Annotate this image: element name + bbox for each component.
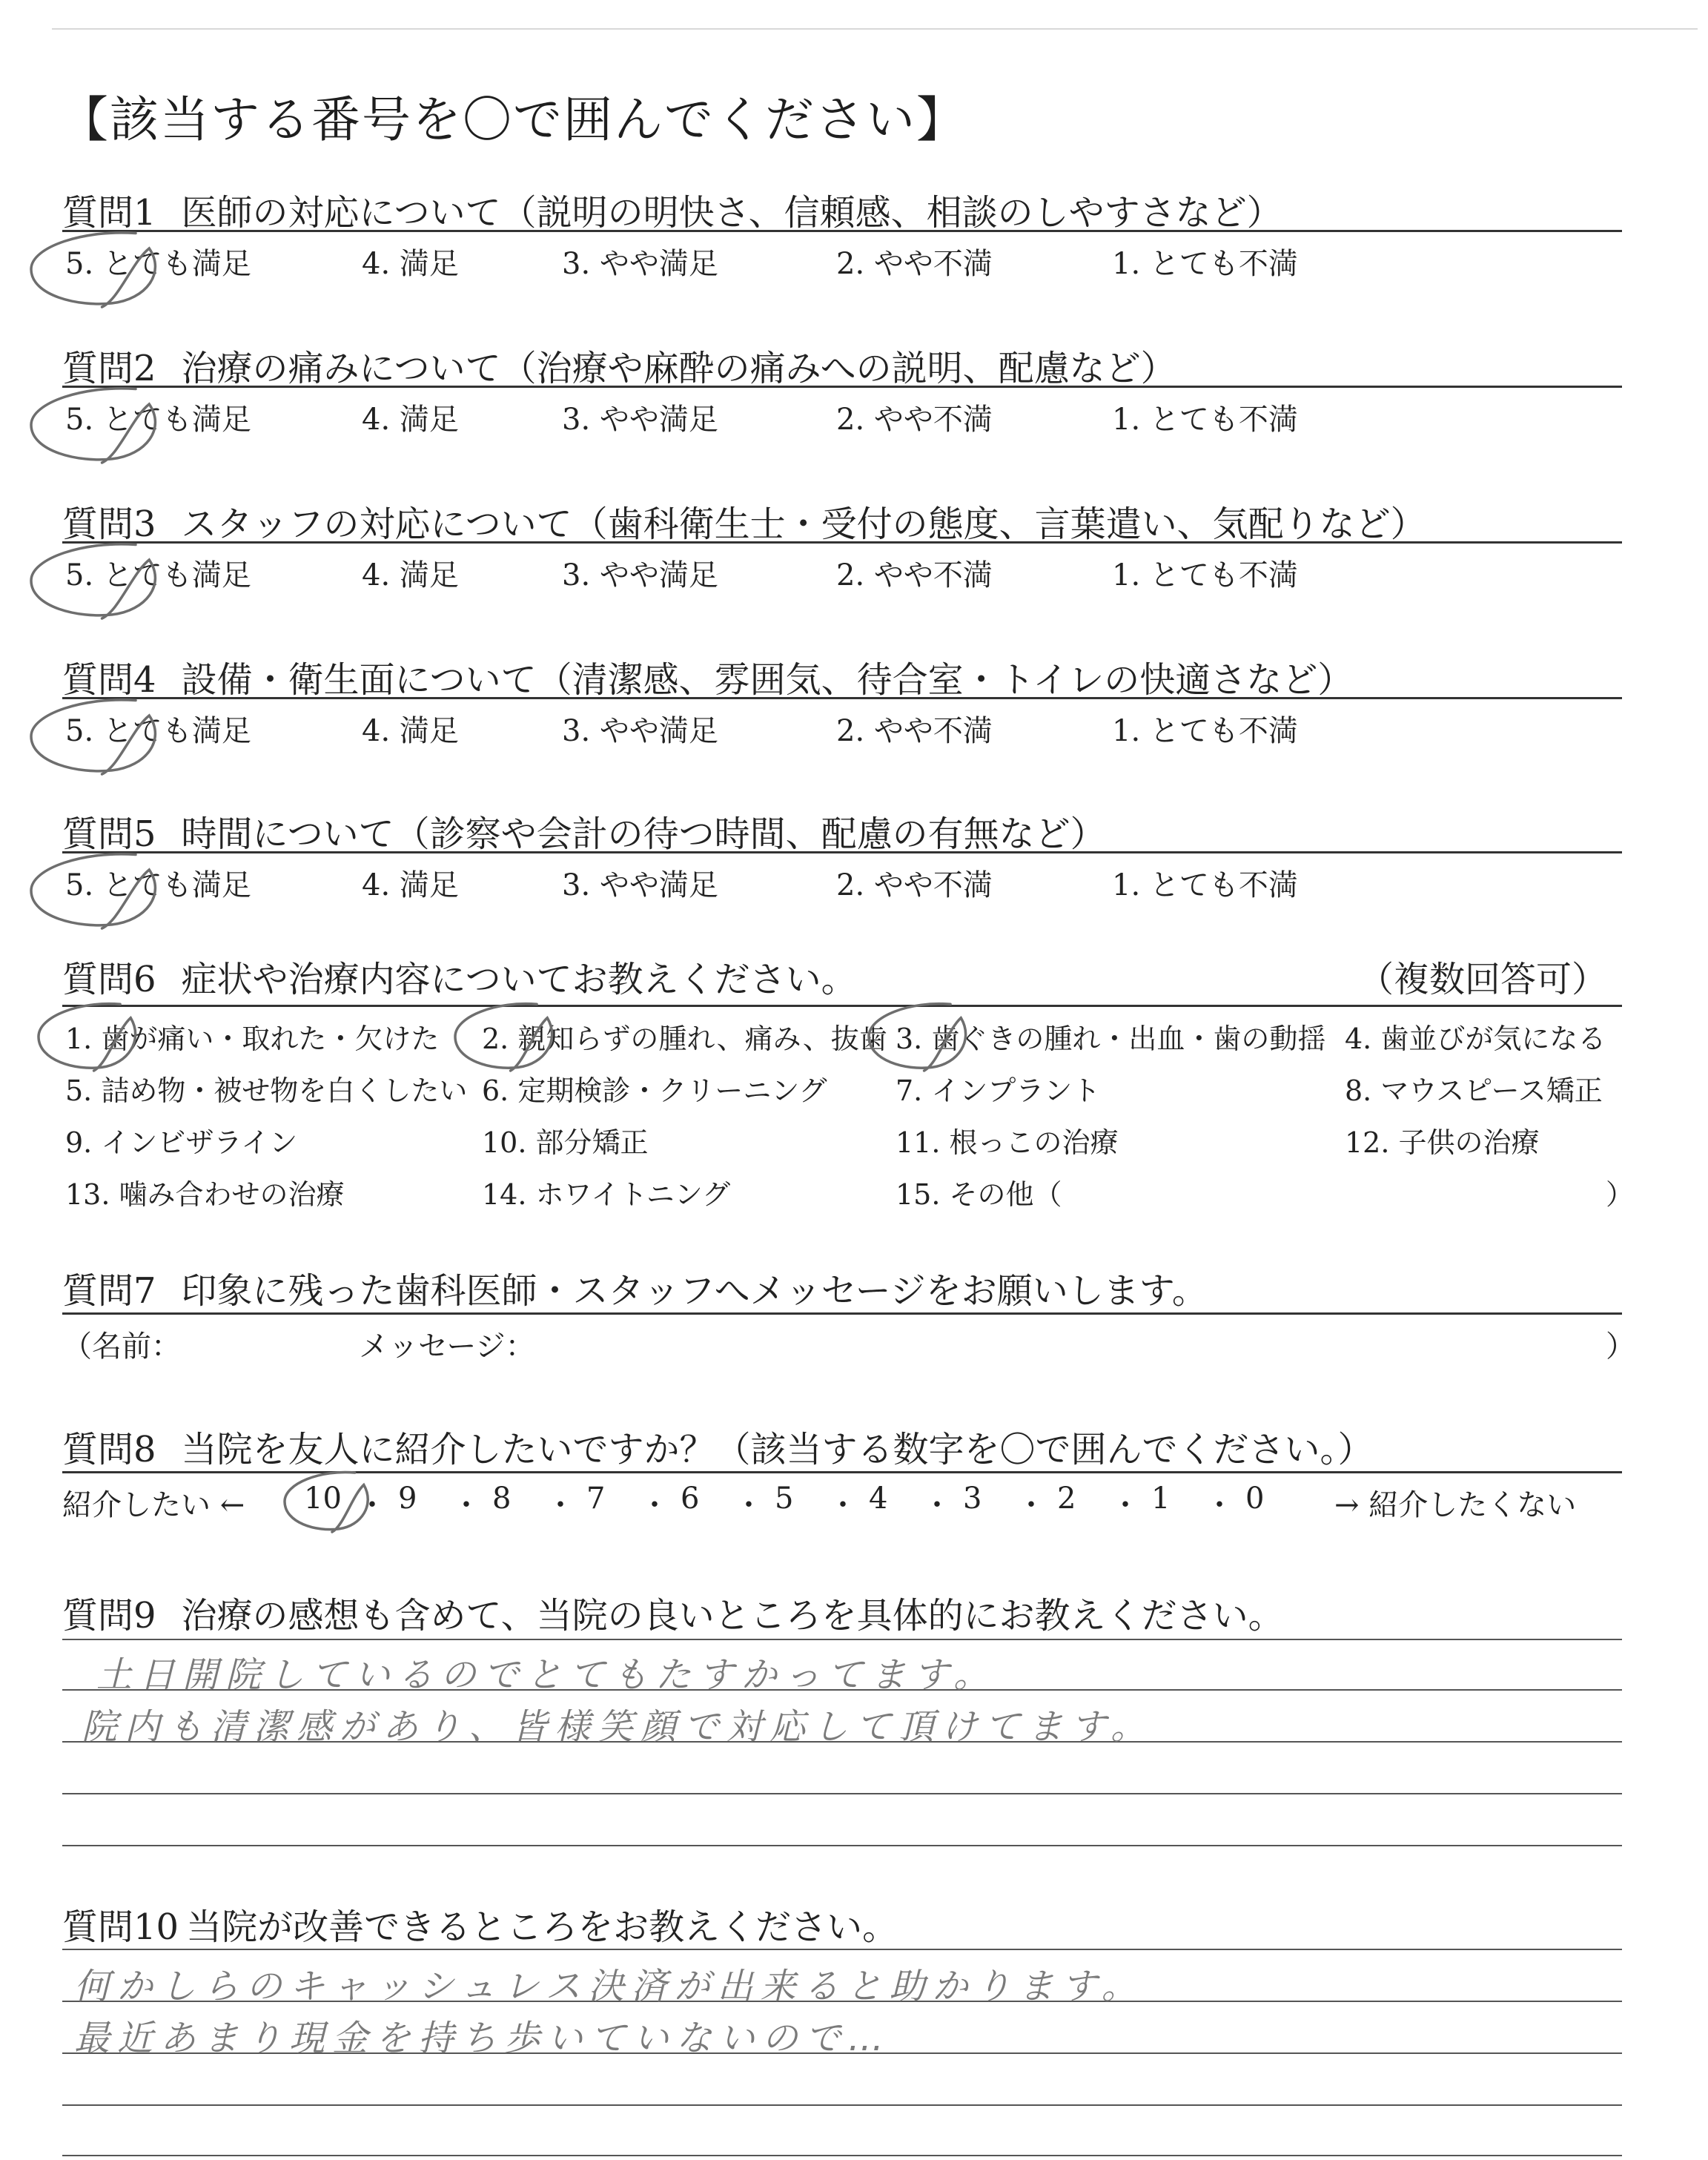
q1-option-1[interactable]: 1. とても不満 — [1112, 247, 1298, 281]
q4-title — [62, 651, 1353, 702]
q1-title — [62, 184, 1282, 235]
q1-option-5[interactable]: 5. とても満足 — [65, 247, 251, 281]
q9-answer-line-1: 土日開院しているのでとてもたすかってます。 — [96, 1654, 997, 1696]
q8-separator: ・ — [1016, 1488, 1046, 1522]
q9-number: 質問9 — [62, 1595, 156, 1636]
q10-number: 質問10 — [62, 1906, 179, 1948]
q4-option-1[interactable]: 1. とても不満 — [1112, 714, 1298, 748]
q7-name-label: （名前： — [62, 1330, 181, 1364]
q1-number: 質問1 — [62, 192, 156, 234]
q8-text: 当院を友人に紹介したいですか？（該当する数字を〇で囲んでください。） — [181, 1429, 1374, 1470]
q3-option-4[interactable]: 4. 満足 — [362, 558, 459, 592]
q3-title — [62, 495, 1426, 546]
q1-option-2[interactable]: 2. やや不満 — [836, 247, 993, 281]
q5-option-4[interactable]: 4. 満足 — [362, 868, 459, 902]
q6-option-3[interactable]: 3. 歯ぐきの腫れ・出血・歯の動揺 — [896, 1023, 1326, 1055]
q4-option-3[interactable]: 3. やや満足 — [562, 714, 718, 748]
q3-number: 質問3 — [62, 503, 156, 545]
q8-scale-4[interactable]: 4 — [869, 1482, 888, 1516]
q3-option-5[interactable]: 5. とても満足 — [65, 558, 251, 592]
q8-separator: ・ — [828, 1488, 858, 1522]
q8-scale-3[interactable]: 3 — [963, 1482, 982, 1516]
q2-option-4[interactable]: 4. 満足 — [362, 403, 459, 437]
q2-title — [62, 340, 1176, 391]
page-header: 【該当する番号を〇で囲んでください】 — [59, 91, 967, 148]
q6-option-11[interactable]: 11. 根っこの治療 — [896, 1126, 1119, 1159]
q8-separator: ・ — [1205, 1488, 1234, 1522]
q5-option-3[interactable]: 3. やや満足 — [562, 868, 718, 902]
q1-option-4[interactable]: 4. 満足 — [362, 247, 459, 281]
q8-scale-9[interactable]: 9 — [398, 1482, 417, 1516]
q8-separator: ・ — [1110, 1488, 1140, 1522]
q8-scale-5[interactable]: 5 — [775, 1482, 794, 1516]
q2-option-2[interactable]: 2. やや不満 — [836, 403, 993, 437]
q9-text: 治療の感想も含めて、当院の良いところを具体的にお教えください。 — [181, 1595, 1284, 1636]
q6-option-1[interactable]: 1. 歯が痛い・取れた・欠けた — [65, 1023, 440, 1055]
q6-option-13[interactable]: 13. 噛み合わせの治療 — [65, 1178, 345, 1211]
q6-option-9[interactable]: 9. インビザライン — [65, 1126, 298, 1159]
q6-option-10[interactable]: 10. 部分矯正 — [482, 1126, 649, 1159]
q9-line-5 — [62, 1845, 1622, 1846]
q6-option-8[interactable]: 8. マウスピース矯正 — [1345, 1074, 1603, 1107]
q5-option-5[interactable]: 5. とても満足 — [65, 868, 251, 902]
q5-option-1[interactable]: 1. とても不満 — [1112, 868, 1298, 902]
q8-title — [62, 1421, 1374, 1472]
q6-option-6[interactable]: 6. 定期検診・クリーニング — [482, 1074, 827, 1107]
q4-number: 質問4 — [62, 659, 156, 701]
q6-option-7[interactable]: 7. インプラント — [896, 1074, 1101, 1107]
q5-option-2[interactable]: 2. やや不満 — [836, 868, 993, 902]
q8-scale-6[interactable]: 6 — [681, 1482, 700, 1516]
q8-separator: ・ — [357, 1488, 387, 1522]
q4-rule — [62, 697, 1622, 699]
q7-rule — [62, 1312, 1622, 1315]
q4-option-5[interactable]: 5. とても満足 — [65, 714, 251, 748]
q6-option-12[interactable]: 12. 子供の治療 — [1345, 1126, 1540, 1159]
q6-option-5[interactable]: 5. 詰め物・被せ物を白くしたい — [65, 1074, 468, 1107]
q4-selection-circle — [28, 696, 169, 777]
q9-title — [62, 1587, 1284, 1638]
q4-option-4[interactable]: 4. 満足 — [362, 714, 459, 748]
q5-rule — [62, 851, 1622, 853]
q3-selection-circle — [28, 540, 169, 621]
q3-option-2[interactable]: 2. やや不満 — [836, 558, 993, 592]
q6-option-2[interactable]: 2. 親知らずの腫れ、痛み、抜歯 — [482, 1023, 887, 1055]
q8-scale-1[interactable]: 1 — [1151, 1482, 1171, 1516]
q8-separator: ・ — [734, 1488, 764, 1522]
q9-line-4 — [62, 1793, 1622, 1794]
q2-option-3[interactable]: 3. やや満足 — [562, 403, 718, 437]
q2-selection-circle — [28, 384, 169, 466]
q5-title — [62, 805, 1106, 856]
q6-selection-circle-1 — [36, 1000, 147, 1074]
q8-right-label: → 紹介したくない — [1334, 1488, 1577, 1522]
q8-left-label: 紹介したい ← — [62, 1488, 245, 1522]
q4-text: 設備・衛生面について（清潔感、雰囲気、待合室・トイレの快適さなど） — [181, 659, 1354, 701]
q7-message-label: メッセージ： — [359, 1330, 535, 1364]
q10-line-4 — [62, 2104, 1622, 2106]
q7-close: ） — [1606, 1330, 1635, 1364]
q10-title — [62, 1898, 898, 1949]
q10-answer-line-1: 何かしらのキャッシュレス決済が出来ると助かります。 — [74, 1966, 1145, 2007]
q1-selection-circle — [28, 228, 169, 310]
q7-text: 印象に残った歯科医師・スタッフへメッセージをお願いします。 — [181, 1270, 1208, 1312]
q6-option-14[interactable]: 14. ホワイトニング — [482, 1178, 731, 1211]
q8-scale-8[interactable]: 8 — [492, 1482, 512, 1516]
q9-line-1 — [62, 1639, 1622, 1640]
q2-option-1[interactable]: 1. とても不満 — [1112, 403, 1298, 437]
q10-text: 当院が改善できるところをお教えください。 — [186, 1906, 898, 1948]
q6-title — [62, 951, 857, 1002]
q10-answer-line-2: 最近あまり現金を持ち歩いていないので… — [74, 2018, 892, 2059]
q6-selection-circle-2 — [452, 1000, 563, 1074]
q8-scale-10[interactable]: 10 — [304, 1482, 342, 1516]
q8-selection-circle — [282, 1468, 378, 1535]
q2-text: 治療の痛みについて（治療や麻酔の痛みへの説明、配慮など） — [181, 348, 1176, 389]
q3-rule — [62, 541, 1622, 544]
q1-option-3[interactable]: 3. やや満足 — [562, 247, 718, 281]
q2-number: 質問2 — [62, 348, 156, 389]
q1-rule — [62, 230, 1622, 232]
q6-text: 症状や治療内容についてお教えください。 — [181, 959, 857, 1000]
q7-title — [62, 1262, 1208, 1313]
q5-text: 時間について（診察や会計の待つ時間、配慮の有無など） — [181, 813, 1106, 855]
q8-separator: ・ — [451, 1488, 481, 1522]
q5-selection-circle — [28, 850, 169, 931]
q6-option-15[interactable]: 15. その他（ — [896, 1178, 1062, 1211]
q8-number: 質問8 — [62, 1429, 156, 1470]
q8-separator: ・ — [640, 1488, 669, 1522]
q6-selection-circle-3 — [866, 1000, 977, 1074]
q2-option-5[interactable]: 5. とても満足 — [65, 403, 251, 437]
q3-text: スタッフの対応について（歯科衛生士・受付の態度、言葉遣い、気配りなど） — [181, 503, 1426, 545]
q10-line-5 — [62, 2155, 1622, 2156]
q7-number: 質問7 — [62, 1270, 156, 1312]
q8-scale-0[interactable]: 0 — [1245, 1482, 1265, 1516]
q8-separator: ・ — [546, 1488, 575, 1522]
q5-number: 質問5 — [62, 813, 156, 855]
q9-answer-line-2: 院内も清潔感があり、皆様笑顔で対応して頂けてます。 — [82, 1706, 1154, 1748]
q3-option-3[interactable]: 3. やや満足 — [562, 558, 718, 592]
q8-scale-2[interactable]: 2 — [1057, 1482, 1076, 1516]
q8-separator: ・ — [922, 1488, 952, 1522]
q6-option-4[interactable]: 4. 歯並びが気になる — [1345, 1023, 1606, 1055]
q4-option-2[interactable]: 2. やや不満 — [836, 714, 993, 748]
q6-note: （複数回答可） — [1358, 959, 1608, 1000]
q6-rule — [62, 1005, 1622, 1007]
q10-line-1 — [62, 1949, 1622, 1950]
q6-other-close: ） — [1606, 1178, 1635, 1211]
q3-option-1[interactable]: 1. とても不満 — [1112, 558, 1298, 592]
q2-rule — [62, 386, 1622, 388]
q8-scale-7[interactable]: 7 — [586, 1482, 606, 1516]
q1-text: 医師の対応について（説明の明快さ、信頼感、相談のしやすさなど） — [181, 192, 1282, 234]
top-border — [52, 28, 1698, 30]
q6-number: 質問6 — [62, 959, 156, 1000]
